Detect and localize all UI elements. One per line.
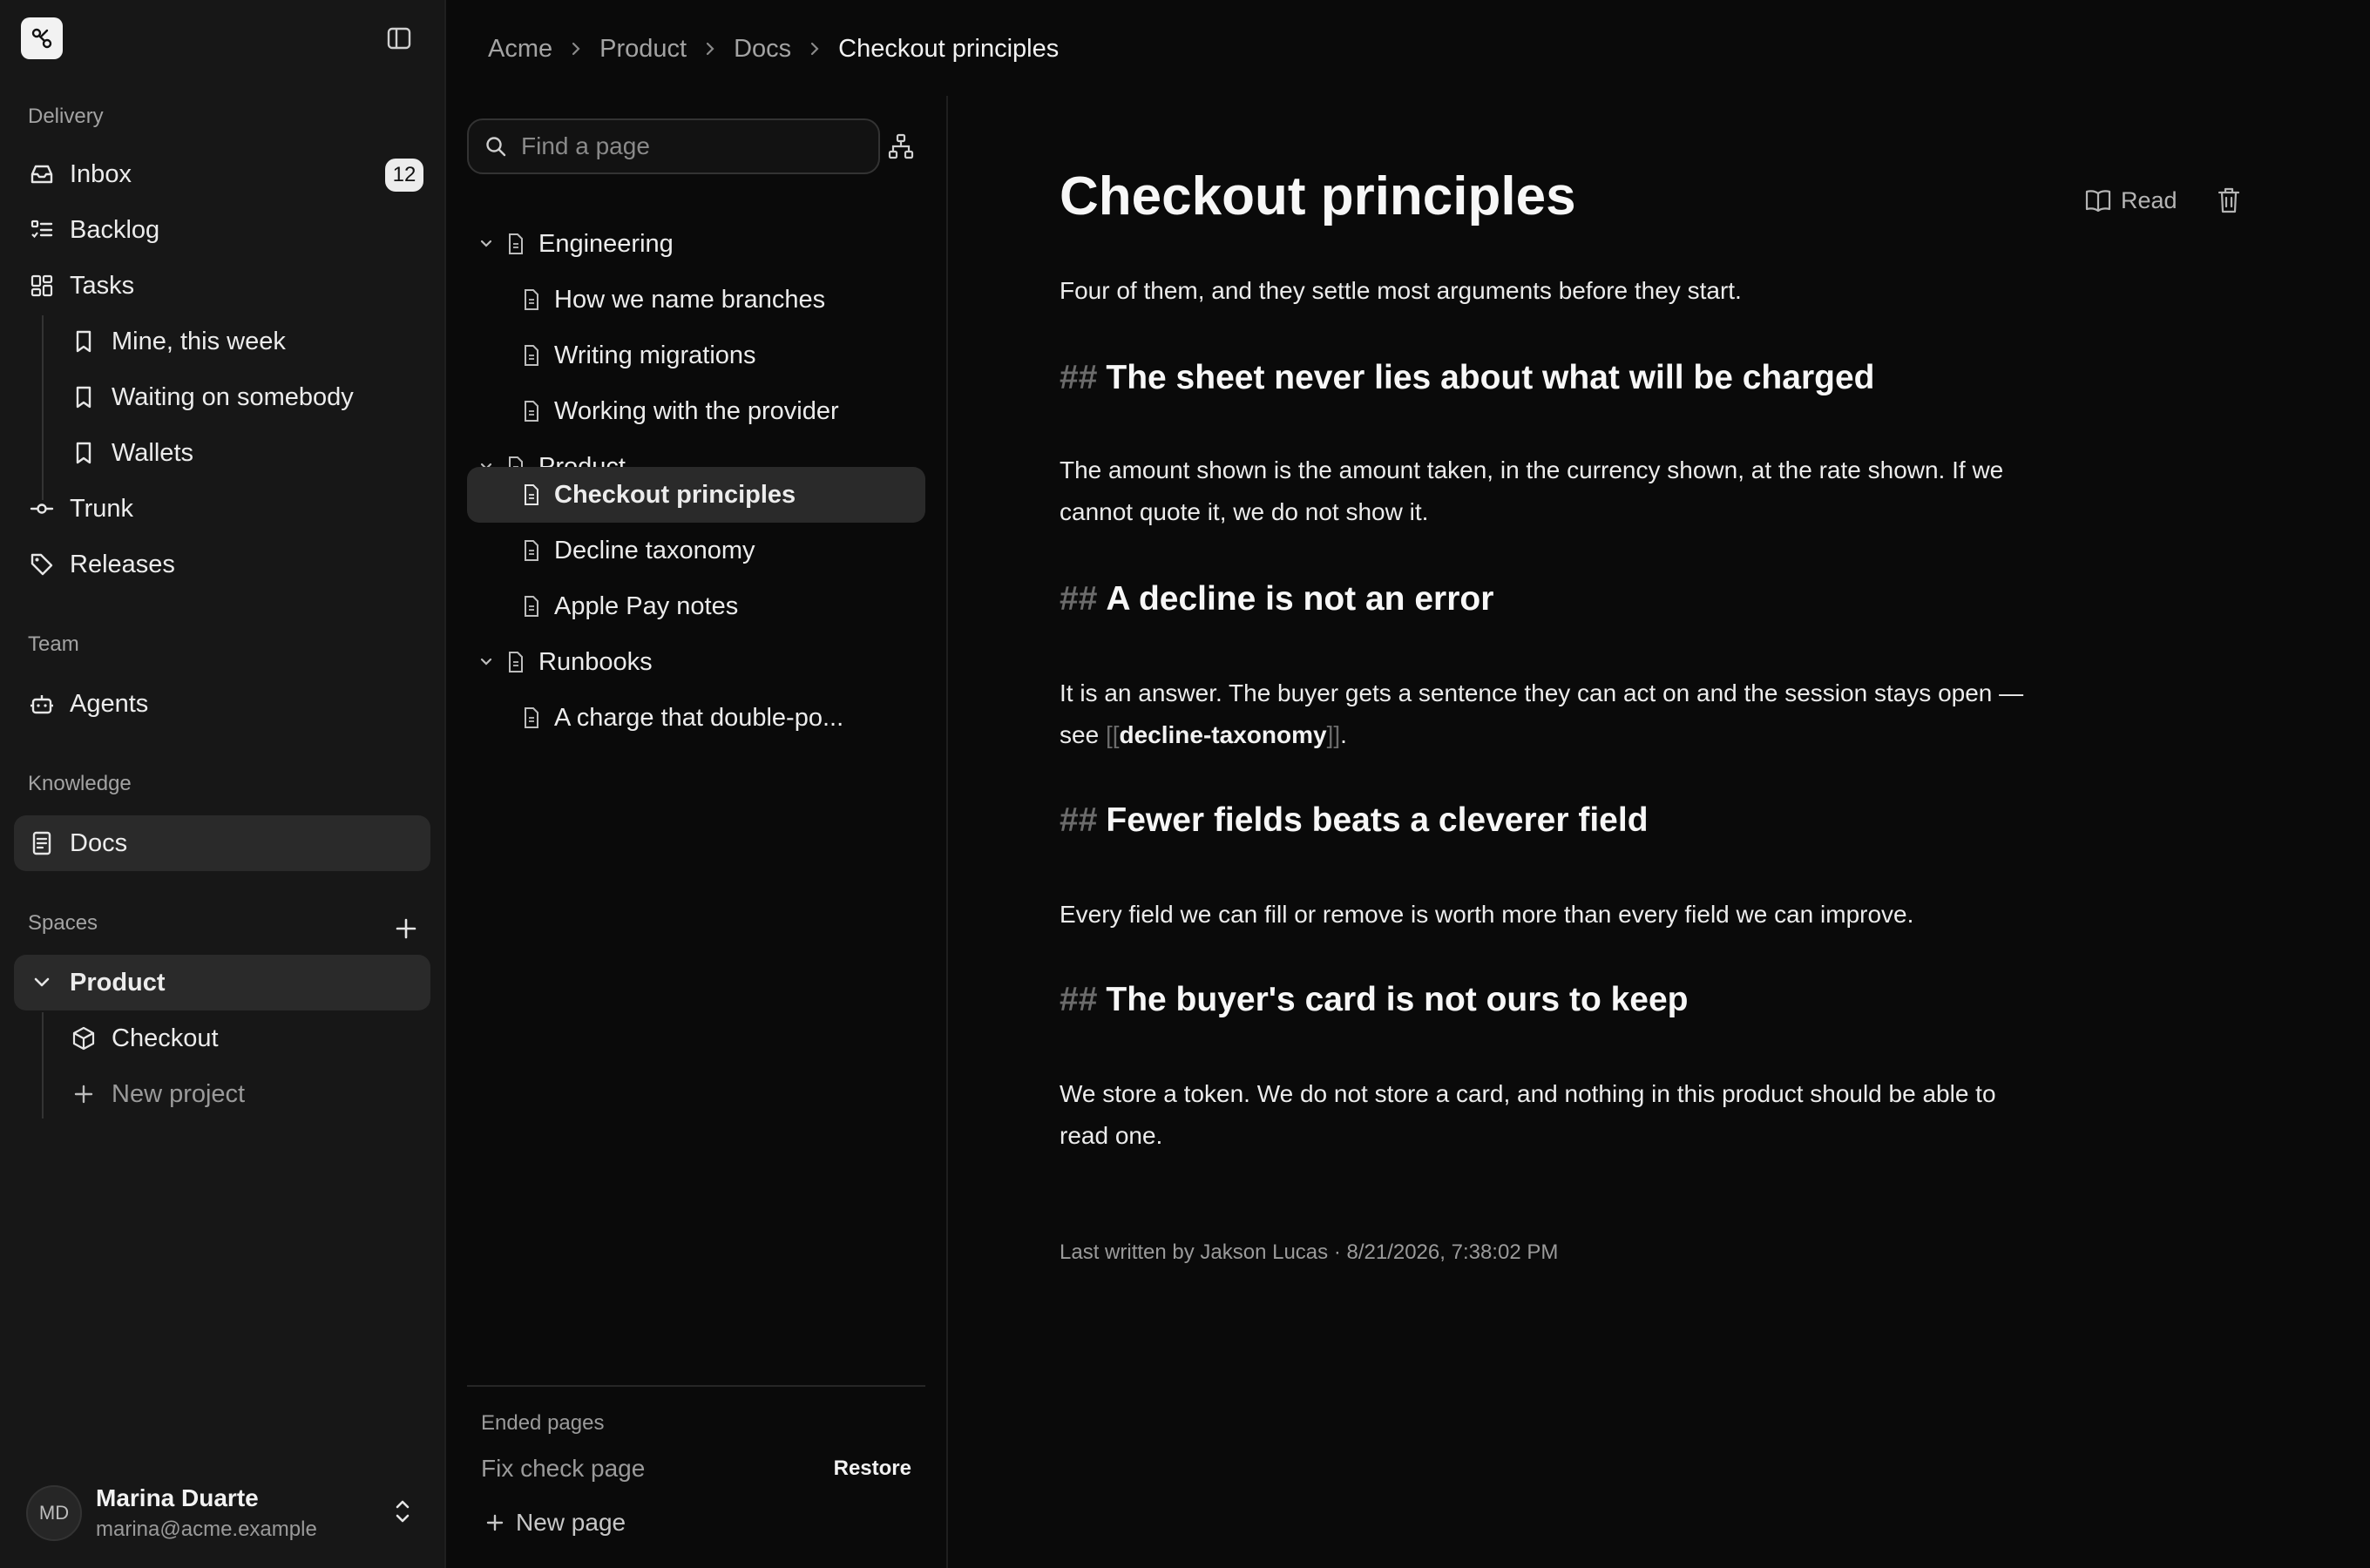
- tree-label: Engineering: [538, 229, 674, 258]
- read-mode-button[interactable]: [2084, 187, 2177, 214]
- paragraph-text: .: [1340, 721, 1347, 748]
- sidebar-item-label: Trunk: [70, 494, 134, 523]
- page-hierarchy-button[interactable]: [882, 127, 920, 166]
- tree-label: A charge that double-po...: [554, 703, 844, 732]
- section-paragraph: Every field we can fill or remove is worth more than every field we can improve.: [1060, 901, 1914, 928]
- section-knowledge: Knowledge: [28, 772, 132, 795]
- collapse-sidebar-button[interactable]: [383, 23, 415, 54]
- chevron-down-icon: [474, 235, 498, 253]
- trash-icon: [2216, 186, 2242, 214]
- ended-pages-title: Ended pages: [481, 1411, 605, 1435]
- sidebar-item-wallets[interactable]: [56, 425, 430, 481]
- sidebar-item-label: Docs: [70, 828, 128, 857]
- inbox-icon: [28, 160, 56, 188]
- tree-page-decline-taxonomy[interactable]: [467, 523, 925, 578]
- file-icon: [504, 233, 528, 255]
- intro-paragraph: Four of them, and they settle most arguments before they start.: [1060, 277, 1742, 304]
- bookmark-icon: [70, 439, 98, 467]
- chevron-right-icon: [807, 41, 823, 57]
- tree-page-writing-migrations[interactable]: [467, 328, 925, 383]
- section-spaces: Spaces: [28, 911, 98, 935]
- tree-page-working-with-the-provider[interactable]: [467, 383, 925, 439]
- sidebar-item-trunk[interactable]: [14, 481, 430, 537]
- tree-page-checkout-principles[interactable]: [467, 467, 925, 523]
- bookmark-icon: [70, 383, 98, 411]
- sidebar-item-label: Backlog: [70, 215, 160, 244]
- sidebar-item-waiting-on-somebody[interactable]: [56, 369, 430, 425]
- sidebar-item-label: Waiting on somebody: [112, 382, 354, 411]
- paragraph-text: It is an answer. The buyer gets a sentence they can act on and the session stays open — see: [1060, 679, 2024, 748]
- chevron-right-icon: [568, 41, 584, 57]
- sidebar-item-label: Inbox: [70, 159, 132, 188]
- new-page-button[interactable]: [484, 1509, 626, 1537]
- product-tree-line: [42, 1012, 44, 1119]
- file-icon: [504, 651, 528, 673]
- heading-marker: ##: [1060, 580, 1098, 618]
- section-team: Team: [28, 632, 79, 656]
- file-icon: [519, 288, 544, 311]
- plus-icon: [394, 916, 418, 941]
- tree-page-apple-pay-notes[interactable]: [467, 578, 925, 634]
- sidebar-toggle-icon: [386, 25, 412, 51]
- sidebar-item-docs[interactable]: [14, 815, 430, 871]
- section-heading: [1060, 801, 1649, 840]
- heading-text: The buyer's card is not ours to keep: [1106, 981, 1689, 1018]
- file-icon: [519, 595, 544, 618]
- sidebar-item-label: Tasks: [70, 271, 135, 300]
- heading-text: The sheet never lies about what will be charged: [1106, 359, 1875, 396]
- inbox-count-badge: 12: [385, 159, 423, 192]
- bot-icon: [28, 690, 56, 718]
- page-title: Checkout principles: [1060, 166, 1576, 226]
- doc-tree-panel: [446, 96, 948, 1568]
- sidebar-item-label: Wallets: [112, 438, 193, 467]
- search-input[interactable]: [521, 132, 852, 160]
- last-written-meta: Last written by Jakson Lucas · 8/21/2026, 7:38:02 PM: [1060, 1240, 1559, 1264]
- bookmark-icon: [70, 328, 98, 355]
- user-menu[interactable]: [26, 1481, 427, 1545]
- search-icon: [484, 135, 507, 158]
- heading-marker: ##: [1060, 801, 1098, 839]
- tree-page-how-we-name-branches[interactable]: [467, 272, 925, 328]
- grid-icon: [28, 272, 56, 300]
- package-icon: [70, 1024, 98, 1052]
- sidebar-item-label: New project: [112, 1079, 246, 1108]
- tree-page-a-charge-that-double-posted[interactable]: [467, 690, 925, 746]
- tree-label: Runbooks: [538, 647, 653, 676]
- file-icon: [519, 483, 544, 506]
- sidebar-item-label: Checkout: [112, 1024, 219, 1052]
- find-page-search[interactable]: [467, 118, 880, 174]
- sidebar-item-backlog[interactable]: [14, 202, 430, 258]
- breadcrumb-acme[interactable]: Acme: [488, 34, 553, 63]
- sidebar-item-label: Agents: [70, 689, 149, 718]
- avatar: MD: [26, 1485, 82, 1541]
- wiki-link-open: [[: [1105, 721, 1120, 748]
- app-logo[interactable]: [21, 17, 63, 59]
- sidebar-item-checkout[interactable]: [56, 1010, 430, 1066]
- sidebar-item-label: Product: [70, 968, 166, 997]
- section-paragraph: We store a token. We do not store a card, and nothing in this product should be able to read one.: [1060, 1080, 1996, 1149]
- document-icon: [28, 829, 56, 857]
- heading-marker: ##: [1060, 359, 1098, 396]
- tree-folder-runbooks[interactable]: [467, 634, 925, 690]
- section-delivery: Delivery: [28, 105, 104, 128]
- sidebar-item-tasks[interactable]: [14, 258, 430, 314]
- git-commit-icon: [28, 495, 56, 523]
- sidebar-item-agents[interactable]: [14, 676, 430, 732]
- chevron-down-icon: [474, 653, 498, 671]
- chevrons-up-down-icon: [390, 1497, 415, 1526]
- sidebar-item-inbox[interactable]: [14, 146, 430, 202]
- new-page-label: New page: [516, 1509, 626, 1536]
- list-checks-icon: [28, 216, 56, 244]
- tree-folder-engineering[interactable]: [467, 216, 925, 272]
- sidebar-item-label: Mine, this week: [112, 327, 286, 355]
- tree-label: How we name branches: [554, 285, 826, 314]
- breadcrumb: [488, 31, 1059, 66]
- user-email: marina@acme.example: [96, 1517, 317, 1541]
- file-icon: [519, 706, 544, 729]
- chevron-right-icon: [702, 41, 718, 57]
- heading-text: Fewer fields beats a cleverer field: [1106, 801, 1649, 839]
- sidebar-item-label: Releases: [70, 550, 175, 578]
- wiki-link[interactable]: decline-taxonomy: [1119, 721, 1327, 748]
- tree-label: Checkout principles: [554, 480, 796, 509]
- document-actions: [2084, 186, 2242, 214]
- tree-label: Decline taxonomy: [554, 536, 755, 564]
- file-icon: [519, 539, 544, 562]
- section-paragraph: [1060, 672, 2035, 756]
- tasks-tree-line: [42, 315, 44, 500]
- section-heading: [1060, 580, 1493, 618]
- sitemap-icon: [887, 132, 915, 160]
- plus-icon: [484, 1512, 505, 1533]
- section-paragraph: The amount shown is the amount taken, in the currency shown, at the rate shown. If we cannot quote it, we do not show it.: [1060, 456, 2004, 525]
- restore-button[interactable]: Restore: [833, 1456, 911, 1480]
- section-heading: [1060, 359, 1874, 397]
- new-project-button[interactable]: [56, 1066, 430, 1122]
- heading-marker: ##: [1060, 981, 1098, 1018]
- sidebar-item-mine-this-week[interactable]: [56, 314, 430, 369]
- heading-text: A decline is not an error: [1106, 580, 1494, 618]
- tree-label: Writing migrations: [554, 341, 756, 369]
- section-heading: [1060, 981, 1689, 1019]
- breadcrumb-current: Checkout principles: [838, 34, 1060, 63]
- sidebar: [0, 0, 446, 1568]
- read-label: Read: [2121, 186, 2177, 213]
- sidebar-item-releases[interactable]: [14, 537, 430, 592]
- tag-icon: [28, 551, 56, 578]
- breadcrumb-docs[interactable]: Docs: [734, 34, 792, 63]
- file-icon: [519, 400, 544, 422]
- file-icon: [519, 344, 544, 367]
- logo-icon: [30, 26, 54, 51]
- ended-page-item[interactable]: Fix check page: [481, 1455, 646, 1482]
- sidebar-item-product-space[interactable]: [14, 955, 430, 1010]
- add-space-button[interactable]: [390, 913, 422, 944]
- delete-page-button[interactable]: [2216, 186, 2242, 214]
- book-open-icon: [2084, 188, 2112, 213]
- breadcrumb-product[interactable]: Product: [599, 34, 687, 63]
- tree-label: Working with the provider: [554, 396, 839, 425]
- tree-label: Apple Pay notes: [554, 591, 739, 620]
- user-name: Marina Duarte: [96, 1484, 259, 1511]
- plus-icon: [70, 1080, 98, 1108]
- chevron-down-icon: [28, 969, 56, 997]
- ended-pages-section: [467, 1385, 925, 1536]
- wiki-link-close: ]]: [1326, 721, 1341, 748]
